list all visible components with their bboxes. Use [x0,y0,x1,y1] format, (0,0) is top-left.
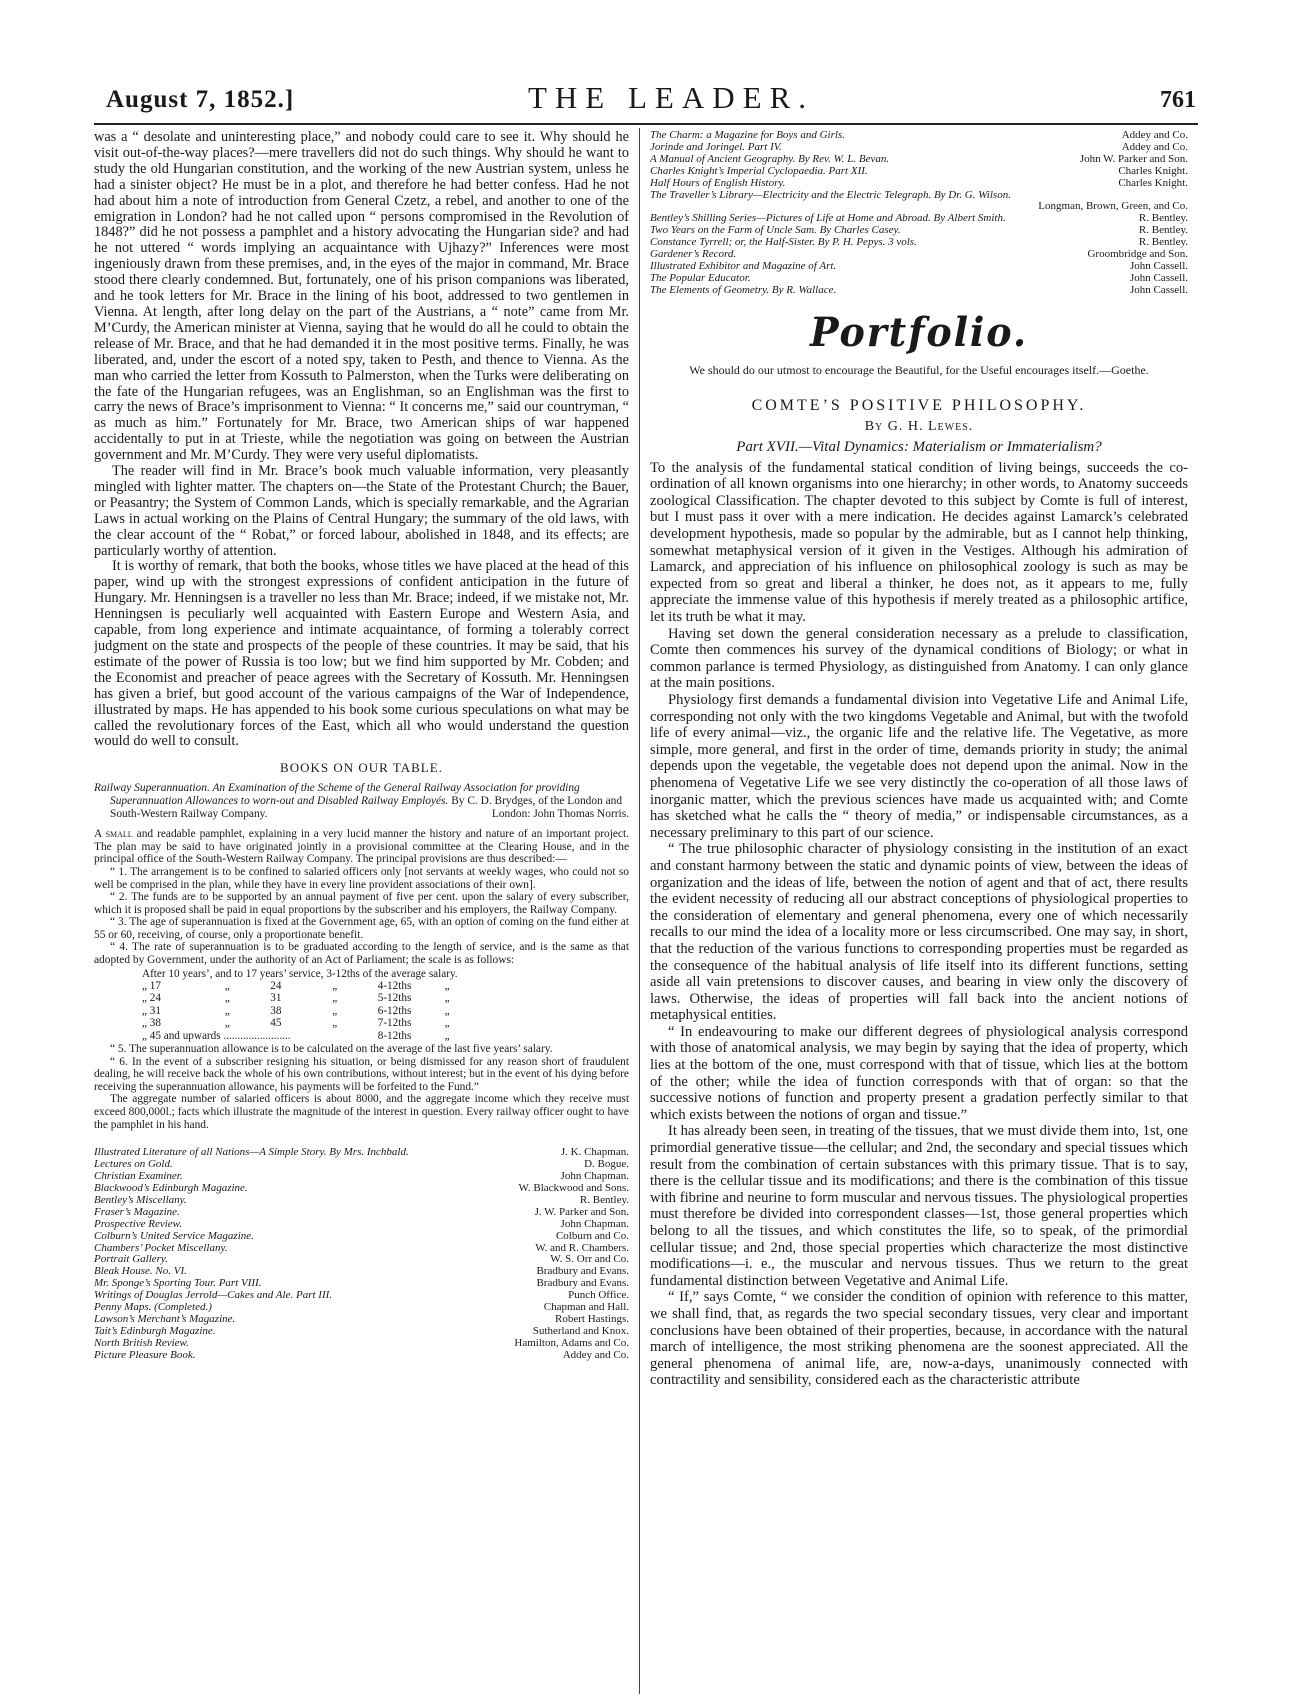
list-item: Writings of Douglas Jerrold—Cakes and Ale. Part III. Punch Office. [94,1289,629,1302]
article-paragraph: “ If,” says Comte, “ we consider the condition of opinion with reference to this matter, we shall find, that, as regards the two special secondary tissues, very clear and important conclusions have been obtained of their properties, because, in accordance with the natural march of intelligence, the most striking phenomena are the soonest appreciated. All the general phenomena of animal life, are, now-a-days, unanimously connected with contractility and sensibility, considered each as the characteristic attribute [650,1289,1188,1389]
article-paragraph: Physiology first demands a fundamental division into Vegetative Life and Animal Life, corresponding not only with the two kingdoms Vegetable and Animal, but with the twofold life of every animal—viz., the organic life and the relative life. The Vegetative, as more simple, more general, and first in the order of time, demands priority in study; the animal depends upon the vegetable, the vegetable does not depend upon the animal. Now in the phenomena of Vegetative Life we see very distinctly the co-operation of all those laws of inorganic matter, which the previous sciences have made us acquainted with; and Comte has sketched what he calls the “ theory of media,” or indispensable circumstances, as a necessary preliminary to this part of our science. [650,692,1188,841]
provision-item: “ 2. The funds are to be supported by an annual payment of five per cent. upon the salary of every subscriber, which it is proposed shall be paid in equal proportions by the subscriber and his employers, the Railway Company. [94,891,629,916]
page-number: 761 [1160,87,1196,113]
list-item: Bentley’s Shilling Series—Pictures of Life at Home and Abroad. By Albert Smith. R. Bentley. [650,212,1188,225]
article-title: COMTE’S POSITIVE PHILOSOPHY. [751,396,1087,414]
article-paragraph: The reader will find in Mr. Brace’s book much valuable information, very pleasantly mingled with lighter matter. The chapters on—the State of the Protestant Church; the Bauer, or Peasantry; the System of Common Lands, which is specially remarkable, and the Agrarian Laws in actual working on the Plains of Central Hungary; the summary of the old laws, with the clear account of the “ Robat,” or forced labour, abolished in 1848, and its effects; are particularly worthy of attention. [94,463,629,559]
list-item: Lawson’s Merchant’s Magazine. Robert Hastings. [94,1312,629,1325]
list-item: Constance Tyrrell; or, the Half-Sister. By P. H. Pepys. 3 vols. R. Bentley. [650,236,1188,249]
list-item: Blackwood’s Edinburgh Magazine. W. Blackwood and Sons. [94,1181,629,1194]
provision-item: “ 3. The age of superannuation is fixed at the Government age, 65, with an option of coming on the fund either at 55 or 60, receiving, of course, only a proportionate benefit. [94,916,629,941]
list-item: Colburn’s United Service Magazine. Colburn and Co. [94,1229,629,1242]
list-item: Portrait Gallery. W. S. Orr and Co. [94,1253,629,1266]
scale-row: „ 38 „ 45 „ 7-12ths „ [142,1017,450,1030]
list-item: Mr. Sponge’s Sporting Tour. Part VIII. Bradbury and Evans. [94,1277,629,1290]
list-item: The Traveller’s Library—Electricity and the Electric Telegraph. By Dr. G. Wilson. [650,189,1011,201]
superannuation-scale-table [142,968,470,1042]
article-paragraph: was a “ desolate and uninteresting place,” and nobody could care to see it. Why should he visit out-of-the-way places?—mere travellers did not do such things. Why should he want to study the old Hungarian constitution, and the working of the new Austrian system, unless he had a sinister object? He must be in a plot, and therefore he had better confess. Had he not had about him a note of introduction from General Czetz, a rebel, and another to one of the emigration in London? had he not called upon “ persons compromised in the Revolution of 1848?” did he not possess a pamphlet and a history advocating the Hungarian side? and had he not uttered “ words implying an acquaintance with Ujhazy?” Inferences were most ingeniously drawn from these premises, and, in the eyes of the major in command, Mr. Brace stood there clearly condemned. But, fortunately, one of his prison companions was liberated, and he took letters for Mr. Brace in the lining of his boot, addressed to two gentlemen in Vienna. At length, after long delay on the part of the Austrians, a “ note” came from Mr. M’Curdy, the American minister at Vienna, saying that he would do all he could to obtain the release of Mr. Brace, and that he had demanded it in the most positive terms. Finally, he was liberated, and, under the escort of a noted spy, taken to Pesth, and thence to Vienna. As the man who carried the letter from Kossuth to Palmerston, when the Turks were deliberating on the fate of the Hungarian refugees, was an Englishman, so an Englishman was the first to carry the news of Brace’s imprisonment to Vienna: “ It concerns me,” said our countryman, “ as much as him.” Fortunately for Mr. Brace, two American ships of war happened accidentally to put in at Trieste, while the negotiation was going on between the Austrian government and Mr. M’Curdy. They were very useful diplomatists. [94,130,629,464]
received-books-list-continued [650,130,1188,297]
header-rule [94,123,1198,125]
article-paragraph: Having set down the general consideration necessary as a prelude to classification, Comte then commences his survey of the dynamical conditions of Biology; or what in common parlance is termed Physiology, as distinguished from Anatomy. I can only glance at the main positions. [650,625,1188,692]
article-paragraph: It is worthy of remark, that both the books, whose titles we have placed at the head of this paper, wind up with the strongest expressions of confident anticipation in the future of Hungary. Mr. Henningsen is a traveller no less than Mr. Brace; indeed, if we mistake not, Mr. Henningsen is peculiarly well acquainted with Eastern Europe and Western Asia, and capable, from long experience and intimate acquaintance, of forming a tolerably correct judgment on the state and prospects of the people of these countries. It may be said, that his estimate of the power of Russia is too low; but we find him supported by Mr. Cobden; and the Economist and preacher of peace agrees with the Secretary of Kossuth. Mr. Henningsen has given a brief, but good account of the various campaigns of the War of Independence, illustrated by maps. He has appended to his book some curious speculations on what may be called the revolutionary forces of the East, which all who would understand the question would do well to consult. [94,558,629,750]
scale-row: „ 31 „ 38 „ 6-12ths „ [142,1004,450,1017]
list-item: Tait’s Edinburgh Magazine. Sutherland and Knox. [94,1324,629,1337]
received-books-list [94,1147,629,1361]
list-item: Half Hours of English History. Charles Knight. [650,176,1188,189]
list-item: Picture Pleasure Book. Addey and Co. [94,1348,629,1361]
list-item: The Charm: a Magazine for Boys and Girls. Addey and Co. [650,130,1188,141]
article-paragraph: “ The true philosophic character of physiology consisting in the institution of an exact and constant harmony between the static and dynamic points of view, between the ideas of organization and the ideas of life, between the notion of agent and that of act, there results the evident necessity of reducing all our abstract conceptions of physiological properties to the consideration of elementary and general phenomena, every one of which necessarily recalls to our mind the idea of a locality more or less circumscribed. One may say, in short, that the reduction of the various functions to corresponding properties must be regarded as the consequence of the habitual analysis of life itself into its different functions, setting aside all vain pretensions to discover causes, and bearing in view only the discovery of laws. Otherwise, the ideas of properties will fall back into the ancient notions of metaphysical entities. [650,841,1188,1024]
list-item: The Popular Educator. John Cassell. [650,271,1188,284]
book-review-header [94,782,629,820]
list-item: North British Review. Hamilton, Adams and Co. [94,1336,629,1349]
list-item: Christian Examiner. John Chapman. [94,1170,629,1183]
left-column [94,130,629,1692]
portfolio-heading: Portfolio. [810,308,1028,356]
column-divider [639,128,640,1694]
book-author: By C. D. Brydges, of the London and South-Western Railway Company. [110,794,623,820]
review-conclusion: The aggregate number of salaried officers is about 8000, and the aggregate income which they receive must exceed 800,000l.; facts which illustrate the magnitude of the interest in question. Every railway officer ought to have the pamphlet in his hand. [94,1093,629,1131]
provision-item: “ 4. The rate of superannuation is to be graduated according to the length of service, and is the same as that adopted by Government, under the authority of an Act of Parliament; the scale is as follows: [94,941,629,967]
provision-item: “ 1. The arrangement is to be confined to salaried officers only [not servants at weekly wages, who could not so well be comprised in the plan, while they have in every line provident associations of their own]. [94,865,629,891]
provision-item: “ 6. In the event of a subscriber resigning his situation, or being dismissed for any reason short of fraudulent dealing, he will receive back the whole of his own contributions, without interest; but in the event of his dying before receiving the superannuation allowance, his payments will be forfeited to the Fund.” [94,1055,629,1093]
article-paragraph: It has already been seen, in treating of the tissues, that we must divide them into, 1st, one primordial generative tissue—the cellular; and 2nd, the secondary and special tissues which result from the combination of certain substances with this primary tissue. That is to say, there is the cellular tissue and its modifications; and there is the combination of this tissue with fibrine and neurine to form muscular and nervous tissues. The physiological properties must therefore be divided into correspondent classes—1st, those general properties which belong to all the tissues, and which constitutes the life, so to speak, of the primordial cellular tissue; and 2nd, those special properties which characterize the most distinctive modifications—i. e., the muscular and nervous tissues. Thus we return to the great fundamental distinction between Vegetative and Animal Life. [650,1123,1188,1289]
list-item: Prospective Review. John Chapman. [94,1217,629,1230]
page-header [106,78,1196,118]
list-item: Lectures on Gold. D. Bogue. [94,1158,629,1171]
list-item: Penny Maps. (Completed.) Chapman and Hall. [94,1301,629,1314]
provision-item: “ 5. The superannuation allowance is to be calculated on the average of the last five years’ salary. [110,1043,553,1056]
article-part: Part XVII.—Vital Dynamics: Materialism or Immaterialism? [736,438,1102,455]
list-item: A Manual of Ancient Geography. By Rev. W. L. Bevan. John W. Parker and Son. [650,152,1188,165]
list-item: Jorinde and Joringel. Part IV. Addey and Co. [650,140,1188,153]
portfolio-motto: We should do our utmost to encourage the Beautiful, for the Useful encourages itself.—Goethe. [689,362,1149,377]
list-item: Illustrated Exhibitor and Magazine of Art. John Cassell. [650,259,1188,272]
list-item: Bleak House. No. VI. Bradbury and Evans. [94,1265,629,1278]
list-item: Longman, Brown, Green, and Co. [1038,200,1188,213]
list-item: Chambers’ Pocket Miscellany. W. and R. Chambers. [94,1241,629,1254]
header-date: August 7, 1852.] [106,86,295,113]
review-intro: A small and readable pamphlet, explaining in a very lucid manner the history and nature of an important project. The plan may be said to have originated jointly in a provisional committee at the Clearing House, and in the principal office of the South-Western Railway Company. The principal provisions are thus described:— [94,828,629,866]
list-item: Illustrated Literature of all Nations—A Simple Story. By Mrs. Inchbald. J. K. Chapman. [94,1146,629,1159]
list-item: Two Years on the Farm of Uncle Sam. By Charles Casey. R. Bentley. [650,224,1188,237]
list-item: The Elements of Geometry. By R. Wallace. John Cassell. [650,283,1188,296]
scale-row: After 10 years’, and to 17 years’ service, 3-12ths of the average salary. [142,967,458,980]
list-item: Gardener’s Record. Groombridge and Son. [650,248,1188,261]
list-item: Charles Knight’s Imperial Cyclopaedia. Part XII. Charles Knight. [650,164,1188,177]
right-column [650,130,1188,1692]
article-byline: By G. H. Lewes. [864,418,974,434]
article-paragraph: “ In endeavouring to make our different degrees of physiological analysis correspond with those of anatomical analysis, we may begin by saying that the idea of property, which lies at the bottom of the one, must correspond with that of tissue, which lies at the bottom of the other; while the idea of function corresponds with that of organ: so that the successive notions of function and property present a gradation perfectly similar to that which exists between the notions of organ and tissue.” [650,1023,1188,1123]
article-paragraph: To the analysis of the fundamental statical condition of living beings, succeeds the co-ordination of all known organisms into one hierarchy; in other words, to Anatomy succeeds zoological Classification. The chapter devoted to this subject by Comte is full of interest, but I must pass it over with a mere indication. He decides against Lamarck’s celebrated development hypothesis, made so popular by the admirable, but as I cannot help thinking, somewhat metaphysical version of it given in the Vestiges. Although his admiration of Lamarck, and appreciation of his influence on philosophical zoology is such as may be expected from so great and liberal a thinker, he does not, as it appears to me, fully appreciate the immense value of this hypothesis if merely treated as a philosophic artifice, let its truth be what it may. [650,459,1188,626]
masthead-title: THE LEADER. [527,80,815,115]
scale-row: „ 45 and upwards ........................ 8-12ths „ [142,1029,450,1042]
list-item: Fraser’s Magazine. J. W. Parker and Son. [94,1205,629,1218]
review-lead: A small [94,828,133,841]
books-heading: BOOKS ON OUR TABLE. [280,760,443,776]
scale-row: „ 24 „ 31 „ 5-12ths „ [142,992,450,1005]
list-item: Bentley’s Miscellany. R. Bentley. [94,1193,629,1206]
book-title: Railway Superannuation. An Examination of the Scheme of the General Railway Association for providing Superannuation Allowances to worn-out and Disabled Railway Employés. [94,782,580,807]
book-publisher: London: John Thomas Norris. [491,807,629,820]
scale-row: „ 17 „ 24 „ 4-12ths „ [142,980,450,993]
